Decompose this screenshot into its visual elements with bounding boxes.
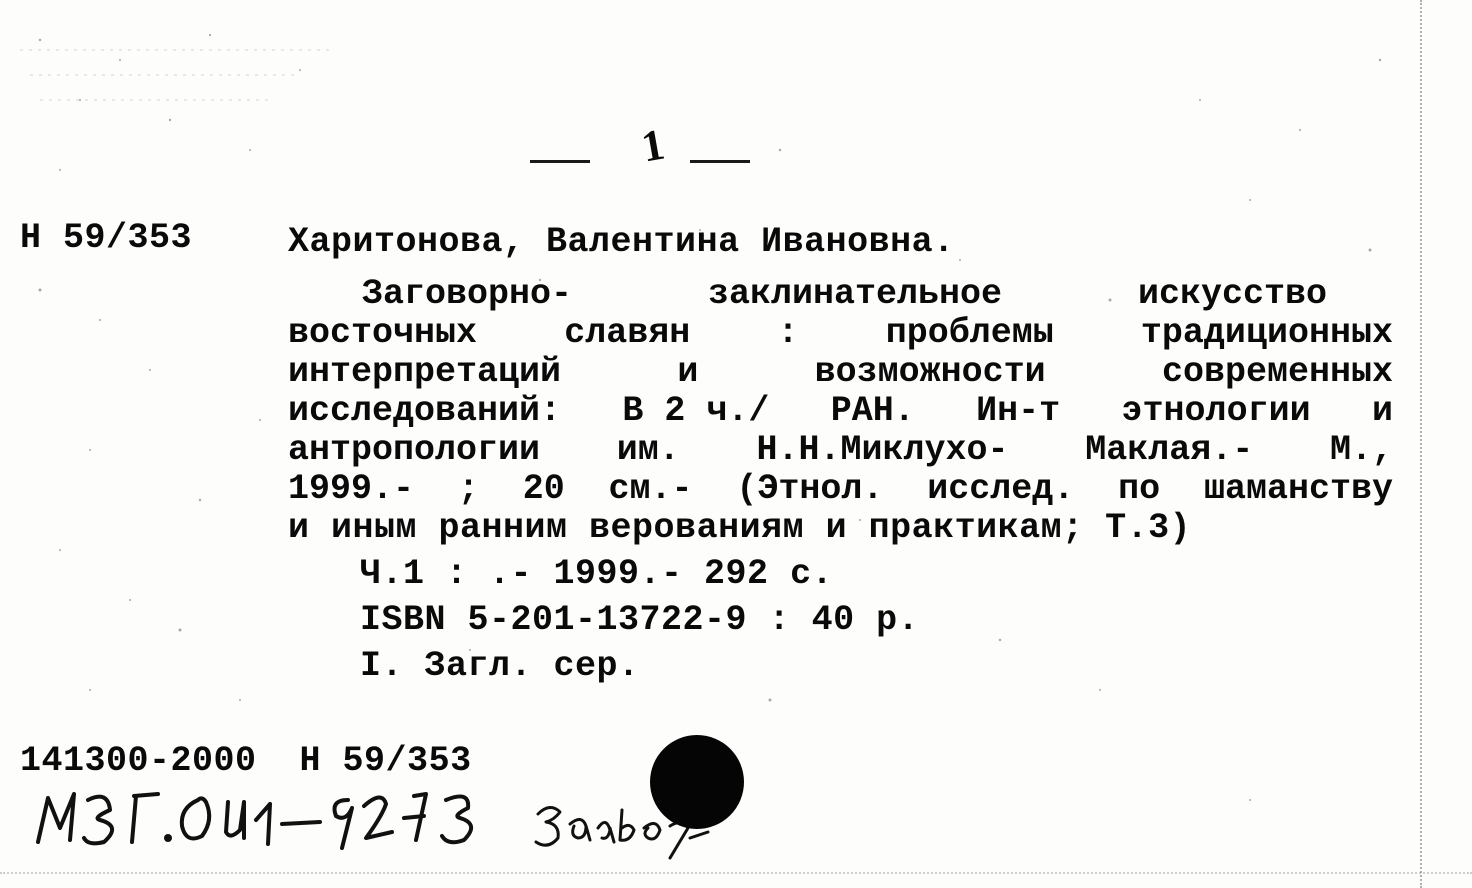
series-line: I. Загл. сер. <box>360 646 640 686</box>
handwritten-note <box>30 780 750 880</box>
title-line-1 <box>362 276 1327 313</box>
word: современных <box>1161 352 1393 392</box>
word: славян <box>564 313 691 353</box>
word: РАН. <box>830 391 915 431</box>
word: по <box>1118 469 1161 509</box>
author-heading: Харитонова, Валентина Ивановна. <box>288 222 955 262</box>
card-edge-right <box>1420 0 1422 888</box>
word: (Этнол. <box>736 469 884 509</box>
word: 1999.- <box>288 469 415 509</box>
shelfmark: Н 59/353 <box>20 218 193 258</box>
inventory-code: 141300-2000 Н 59/353 <box>20 741 472 781</box>
title-line-2 <box>288 315 1393 352</box>
word: им. <box>616 430 680 470</box>
title-line-7: и иным ранним верованиям и практикам; Т.3) <box>288 508 1192 548</box>
title-line-4 <box>288 393 1393 430</box>
word: Н.Н.Миклухо- <box>756 430 1009 470</box>
word: исслед. <box>927 469 1075 509</box>
word: см.- <box>608 469 693 509</box>
word: возможности <box>814 352 1046 392</box>
word: этнологии <box>1121 391 1311 431</box>
word: искусство <box>1137 274 1327 314</box>
punch-hole <box>650 735 744 829</box>
word: интерпретаций <box>288 352 562 392</box>
word: традиционных <box>1140 313 1393 353</box>
title-line-3 <box>288 354 1393 391</box>
card-number-dash-right <box>690 160 750 163</box>
word: 20 <box>522 469 565 509</box>
word: : <box>777 313 799 353</box>
word: и <box>677 352 699 392</box>
part-line: Ч.1 : .- 1999.- 292 с. <box>360 554 834 594</box>
word: М., <box>1329 430 1393 470</box>
word: В 2 ч./ <box>622 391 770 431</box>
word: исследований: <box>288 391 562 431</box>
word: Маклая.- <box>1085 430 1254 470</box>
word: и <box>1371 391 1393 431</box>
title-line-5 <box>288 432 1393 469</box>
title-line-6 <box>288 471 1393 508</box>
word: проблемы <box>885 313 1054 353</box>
word: Заговорно- <box>362 274 573 314</box>
card-number-value: 1 <box>637 119 669 172</box>
word: антропологии <box>288 430 541 470</box>
word: восточных <box>288 313 478 353</box>
word: заклинательное <box>707 274 1003 314</box>
word: шаманству <box>1203 469 1393 509</box>
card-number-dash-left <box>530 160 590 163</box>
isbn-line: ISBN 5-201-13722-9 : 40 р. <box>360 600 920 640</box>
card-number <box>530 118 790 188</box>
word: Ин-т <box>976 391 1061 431</box>
word: ; <box>457 469 479 509</box>
